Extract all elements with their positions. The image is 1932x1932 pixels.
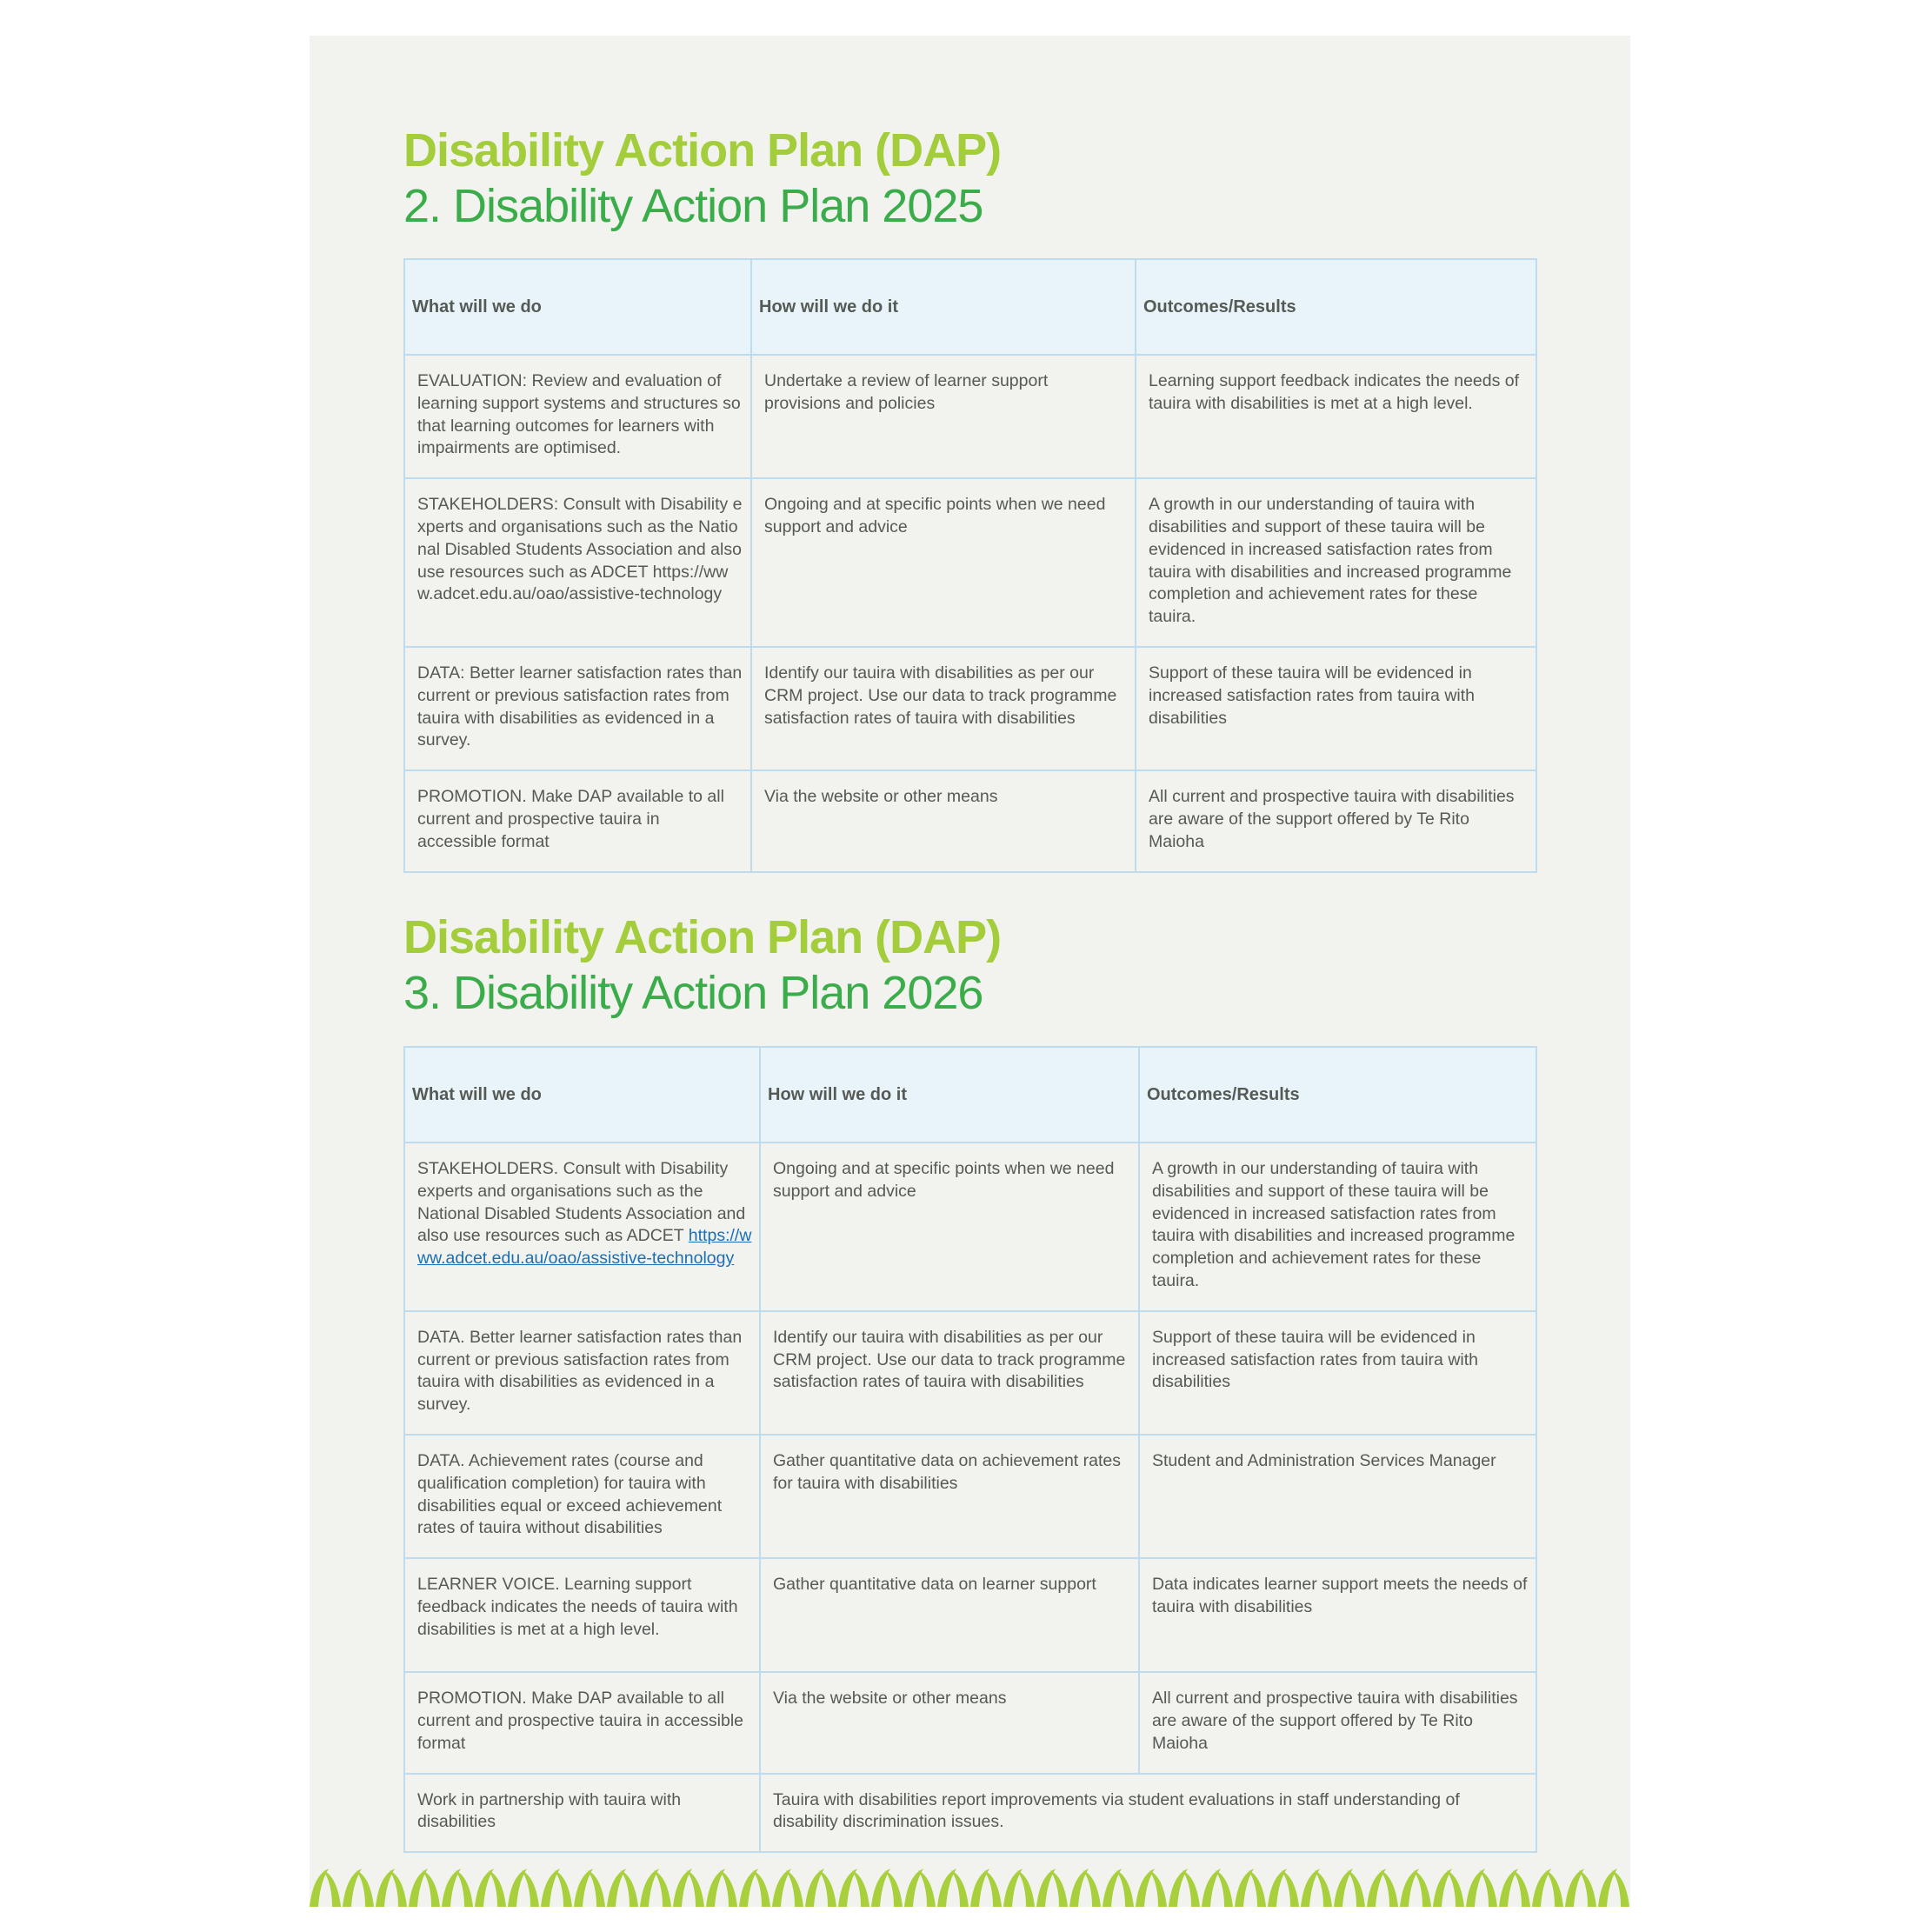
leaf-shape [555, 1870, 572, 1907]
leaf-shape [588, 1870, 605, 1907]
table-row [404, 1143, 1536, 1311]
leaf-shape [1216, 1870, 1233, 1907]
leaf-shape [1348, 1870, 1365, 1907]
leaf-shape [918, 1870, 936, 1907]
table-row [404, 770, 1536, 871]
leaf-shape [356, 1870, 374, 1907]
leaf-shape [984, 1870, 1002, 1907]
leaf-shape [1546, 1870, 1563, 1907]
cell-how: Identify our tauira with disabilities as per our CRM project. Use our data to track programme satisfaction rates of tauira with disabilities [760, 1311, 1139, 1435]
cell-what [404, 1143, 760, 1311]
dap-2025-table [403, 258, 1537, 873]
section1-title: Disability Action Plan (DAP) [403, 124, 1002, 177]
adcet-link[interactable]: https://www.adcet.edu.au/oao/assistive-technology [417, 1226, 752, 1269]
leaf-shape [852, 1870, 869, 1907]
section1-subtitle: 2. Disability Action Plan 2025 [403, 180, 983, 232]
cell-how: Gather quantitative data on achievement rates for tauira with disabilities [760, 1435, 1139, 1558]
leaf-shape [720, 1870, 737, 1907]
table-header-row [404, 259, 1536, 355]
leaf-shape [456, 1870, 473, 1907]
leaf-shape [1017, 1870, 1035, 1907]
cell-what: DATA. Better learner satisfaction rates than current or previous satisfaction rates from tauira with disabilities as evidenced in a survey. [404, 1311, 760, 1435]
column-header-what: What will we do [404, 1047, 760, 1143]
leaf-shape [1480, 1870, 1497, 1907]
decorative-leaf-border [310, 1867, 1630, 1907]
cell-outcome: Learning support feedback indicates the needs of tauira with disabilities is met at a high level. [1136, 355, 1536, 478]
column-header-how: How will we do it [751, 259, 1136, 355]
leaf-shape [786, 1870, 803, 1907]
table-row [404, 1774, 1536, 1853]
cell-how: Ongoing and at specific points when we need support and advice [751, 478, 1136, 647]
cell-outcome: Support of these tauira will be evidenced in increased satisfaction rates from tauira with disabilities [1139, 1311, 1536, 1435]
leaf-shape [1050, 1870, 1068, 1907]
cell-what: PROMOTION. Make DAP available to all current and prospective tauira in accessible format [404, 1672, 760, 1773]
section2-subtitle: 3. Disability Action Plan 2026 [403, 967, 983, 1019]
leaf-shape [1447, 1870, 1464, 1907]
table-row [404, 1558, 1536, 1672]
column-header-what: What will we do [404, 259, 751, 355]
leaf-shape [951, 1870, 969, 1907]
cell-what: DATA: Better learner satisfaction rates than current or previous satisfaction rates from tauira with disabilities as evidenced in a survey. [404, 647, 751, 770]
cell-what: LEARNER VOICE. Learning support feedback indicates the needs of tauira with disabilities is met at a high level. [404, 1558, 760, 1672]
cell-how: Ongoing and at specific points when we need support and advice [760, 1143, 1139, 1311]
leaf-shape [489, 1870, 506, 1907]
leaf-shape [1282, 1870, 1299, 1907]
leaf-shape [522, 1870, 539, 1907]
leaf-shape [1149, 1870, 1167, 1907]
cell-how: Via the website or other means [751, 770, 1136, 871]
section1-heading [403, 123, 1001, 234]
table-row [404, 647, 1536, 770]
leaf-shape [1381, 1870, 1398, 1907]
cell-outcome: A growth in our understanding of tauira with disabilities and support of these tauira will be evidenced in increased satisfaction rates from tauira with disabilities and increased programme completion and achievement rates for these tauira. [1136, 478, 1536, 647]
leaf-shape [1612, 1870, 1629, 1907]
cell-outcome: A growth in our understanding of tauira with disabilities and support of these tauira will be evidenced in increased satisfaction rates from tauira with disabilities and increased programme completion and achievement rates for these tauira. [1139, 1143, 1536, 1311]
cell-how: Gather quantitative data on learner support [760, 1558, 1139, 1672]
section2-heading [403, 909, 1001, 1021]
cell-outcome: Support of these tauira will be evidenced in increased satisfaction rates from tauira with disabilities [1136, 647, 1536, 770]
table-header-row [404, 1047, 1536, 1143]
cell-how: Undertake a review of learner support provisions and policies [751, 355, 1136, 478]
table-row [404, 1672, 1536, 1773]
cell-what: EVALUATION: Review and evaluation of learning support systems and structures so that learning outcomes for learners with impairments are optimised. [404, 355, 751, 478]
leaf-shape [423, 1870, 440, 1907]
table-row [404, 1435, 1536, 1558]
cell-what: DATA. Achievement rates (course and qualification completion) for tauira with disabilities equal or exceed achievement rates of tauira without disabilities [404, 1435, 760, 1558]
leaf-shape [885, 1870, 903, 1907]
cell-what-text: STAKEHOLDERS. Consult with Disability experts and organisations such as the National Disabled Students Association and also use resources such as ADCET [417, 1159, 746, 1246]
cell-what: PROMOTION. Make DAP available to all current and prospective tauira in accessible format [404, 770, 751, 871]
cell-merged-outcome: Tauira with disabilities report improvements via student evaluations in staff understanding of disability discrimination issues. [760, 1774, 1536, 1853]
leaf-shape [390, 1870, 407, 1907]
leaf-shape [654, 1870, 671, 1907]
document-page [310, 36, 1630, 1907]
table-row [404, 478, 1536, 647]
cell-what: STAKEHOLDERS: Consult with Disability experts and organisations such as the National Disabled Students Association and also use resources such as ADCET https://www.adcet.edu.au/oao/assistive-technology [404, 478, 751, 647]
cell-outcome: All current and prospective tauira with disabilities are aware of the support offered by Te Rito Maioha [1136, 770, 1536, 871]
column-header-outcomes: Outcomes/Results [1139, 1047, 1536, 1143]
leaf-shape [1083, 1870, 1101, 1907]
cell-outcome: Student and Administration Services Manager [1139, 1435, 1536, 1558]
table-row [404, 355, 1536, 478]
cell-how: Identify our tauira with disabilities as per our CRM project. Use our data to track programme satisfaction rates of tauira with disabilities [751, 647, 1136, 770]
column-header-outcomes: Outcomes/Results [1136, 259, 1536, 355]
leaf-shape [1315, 1870, 1332, 1907]
leaf-shape [819, 1870, 836, 1907]
table-row [404, 1311, 1536, 1435]
leaf-shape [621, 1870, 638, 1907]
dap-2026-table [403, 1046, 1537, 1853]
leaf-shape [1183, 1870, 1200, 1907]
leaf-shape [1414, 1870, 1431, 1907]
leaf-shape [1513, 1870, 1530, 1907]
leaf-shape [687, 1870, 704, 1907]
leaf-shape [753, 1870, 770, 1907]
cell-what: Work in partnership with tauira with disabilities [404, 1774, 760, 1853]
column-header-how: How will we do it [760, 1047, 1139, 1143]
cell-how: Via the website or other means [760, 1672, 1139, 1773]
section2-title: Disability Action Plan (DAP) [403, 911, 1002, 963]
leaf-shape [323, 1870, 341, 1907]
leaf-shape [1249, 1870, 1266, 1907]
leaf-shape [1116, 1870, 1134, 1907]
cell-outcome: All current and prospective tauira with disabilities are aware of the support offered by Te Rito Maioha [1139, 1672, 1536, 1773]
cell-outcome: Data indicates learner support meets the needs of tauira with disabilities [1139, 1558, 1536, 1672]
leaf-shape [1579, 1870, 1596, 1907]
